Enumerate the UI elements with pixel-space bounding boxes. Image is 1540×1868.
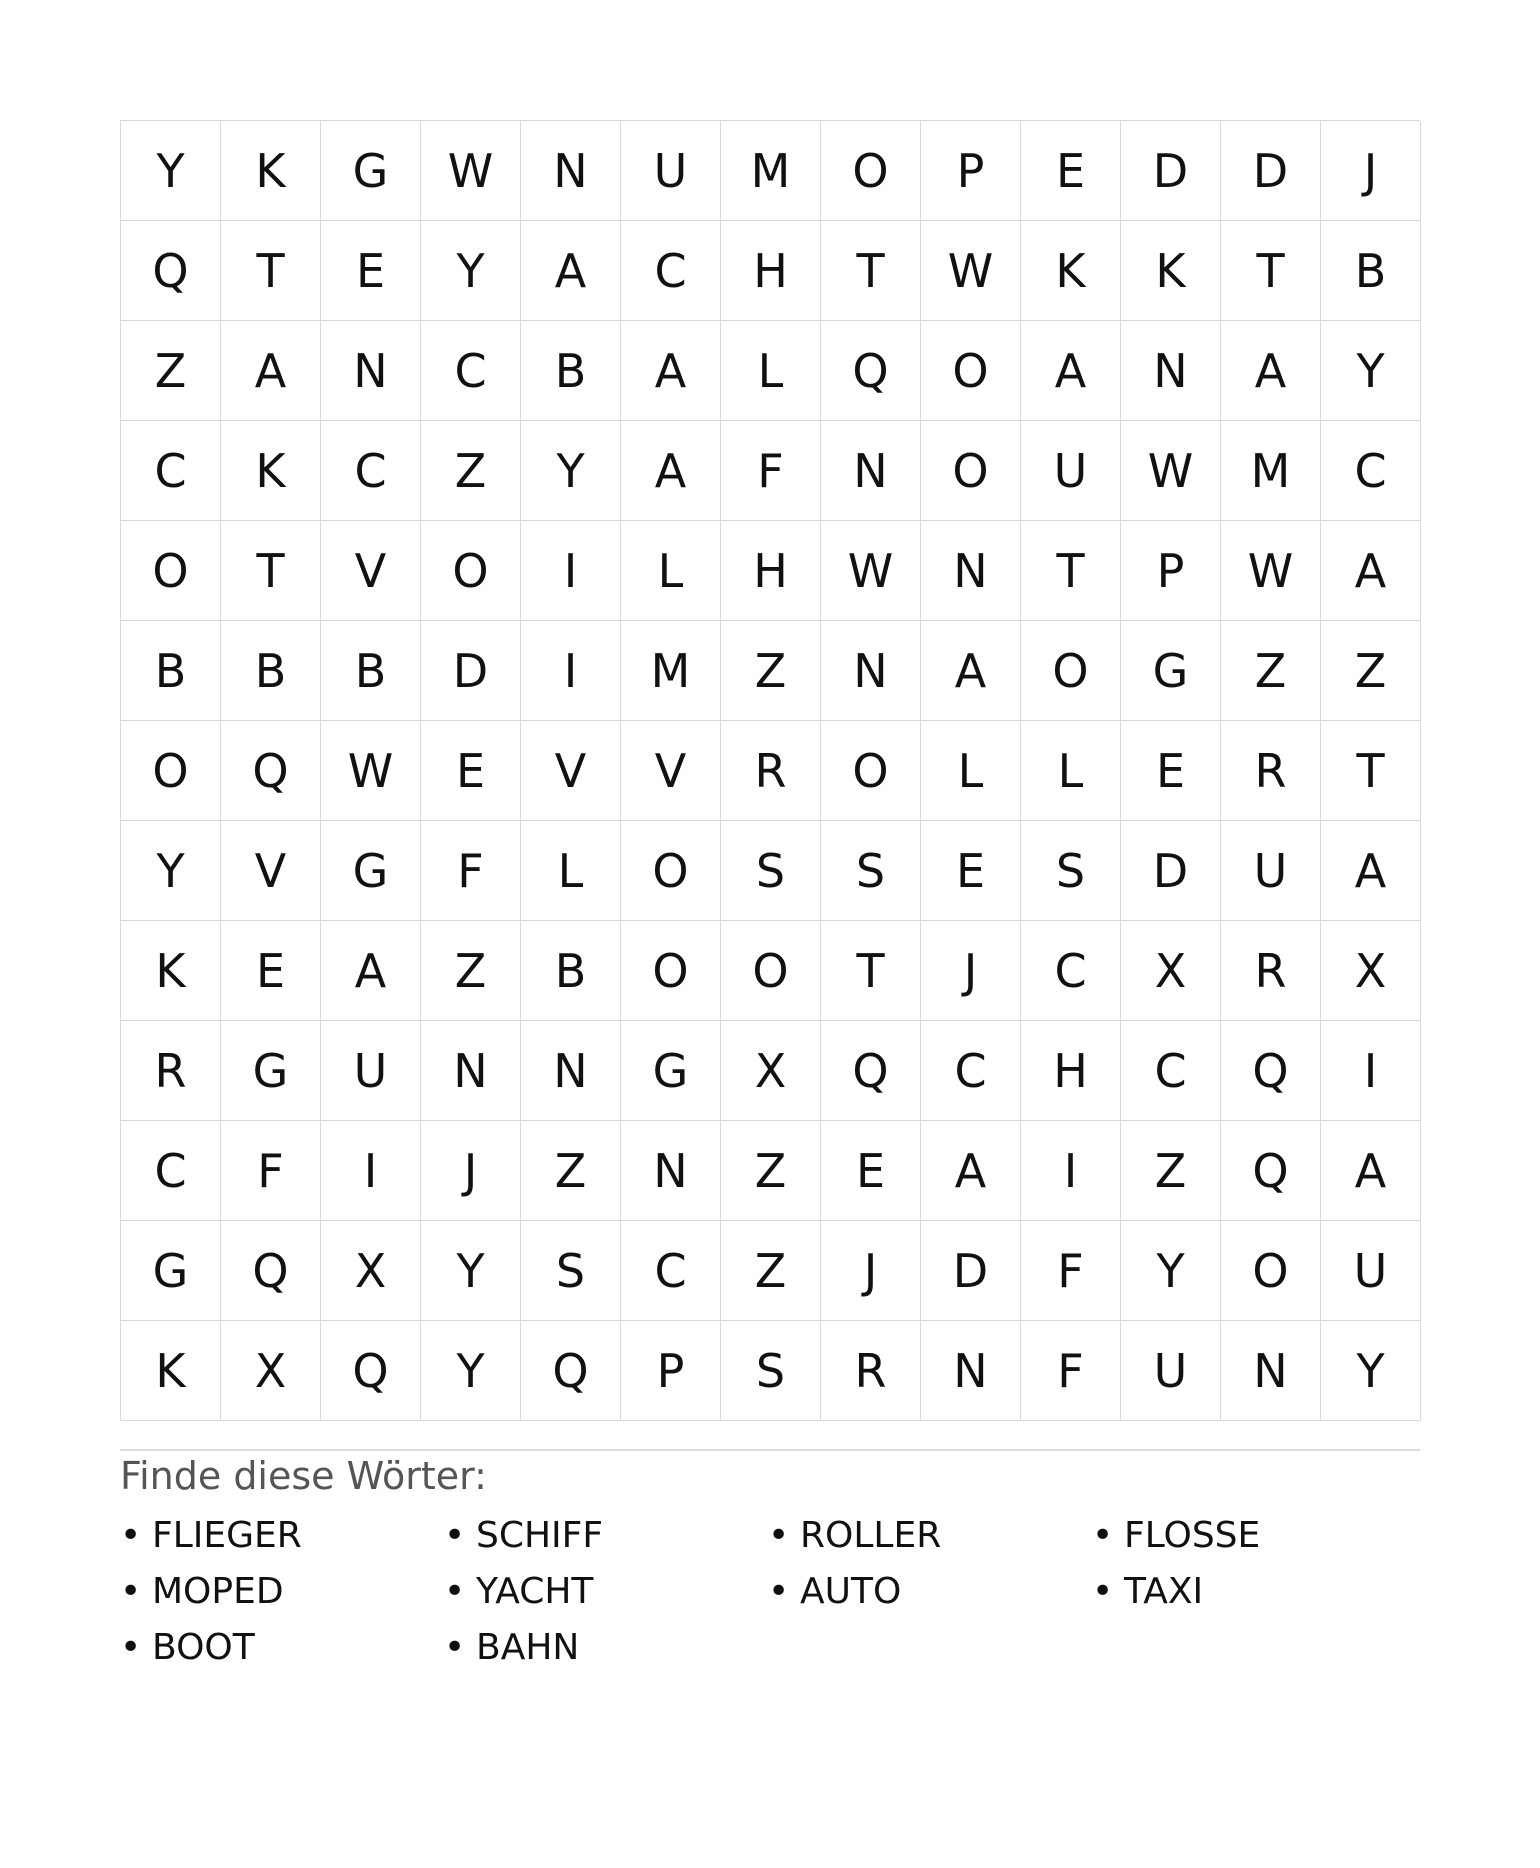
- grid-cell[interactable]: F: [221, 1121, 321, 1221]
- word-list-item: [120, 1564, 444, 1620]
- grid-cell[interactable]: X: [321, 1221, 421, 1321]
- grid-cell[interactable]: Q: [121, 221, 221, 321]
- word-label: BAHN: [476, 1627, 580, 1668]
- grid-cell[interactable]: T: [821, 221, 921, 321]
- grid-cell[interactable]: U: [1021, 421, 1121, 521]
- word-label: FLIEGER: [152, 1515, 302, 1556]
- grid-cell[interactable]: Z: [1321, 621, 1421, 721]
- word-list-item: [120, 1620, 444, 1676]
- bullet-icon: •: [120, 1627, 142, 1668]
- grid-cell[interactable]: O: [821, 121, 921, 221]
- grid-cell[interactable]: Q: [221, 1221, 321, 1321]
- grid-cell[interactable]: F: [1021, 1221, 1121, 1321]
- grid-cell[interactable]: N: [821, 621, 921, 721]
- grid-cell[interactable]: M: [1221, 421, 1321, 521]
- word-label: FLOSSE: [1124, 1515, 1261, 1556]
- bullet-icon: •: [444, 1627, 466, 1668]
- grid-cell[interactable]: S: [1021, 821, 1121, 921]
- grid-cell[interactable]: E: [921, 821, 1021, 921]
- grid-cell[interactable]: D: [1121, 121, 1221, 221]
- grid-cell[interactable]: X: [221, 1321, 321, 1421]
- grid-cell[interactable]: E: [421, 721, 521, 821]
- grid-cell[interactable]: C: [321, 421, 421, 521]
- grid-cell[interactable]: Y: [1321, 321, 1421, 421]
- grid-cell[interactable]: N: [321, 321, 421, 421]
- grid-cell[interactable]: J: [921, 921, 1021, 1021]
- grid-cell[interactable]: O: [921, 321, 1021, 421]
- grid-cell[interactable]: K: [1021, 221, 1121, 321]
- grid-cell[interactable]: Z: [421, 921, 521, 1021]
- grid-cell[interactable]: I: [521, 521, 621, 621]
- grid-cell[interactable]: E: [221, 921, 321, 1021]
- grid-cell[interactable]: H: [721, 521, 821, 621]
- bullet-icon: •: [120, 1515, 142, 1556]
- grid-cell[interactable]: R: [121, 1021, 221, 1121]
- grid-cell[interactable]: O: [921, 421, 1021, 521]
- grid-cell[interactable]: A: [1321, 521, 1421, 621]
- grid-cell[interactable]: N: [521, 121, 621, 221]
- grid-cell[interactable]: I: [521, 621, 621, 721]
- grid-cell[interactable]: Q: [221, 721, 321, 821]
- grid-cell[interactable]: N: [921, 521, 1021, 621]
- grid-cell[interactable]: Q: [821, 1021, 921, 1121]
- grid-cell[interactable]: A: [921, 1121, 1021, 1221]
- grid-cell[interactable]: M: [621, 621, 721, 721]
- grid-cell[interactable]: C: [1121, 1021, 1221, 1121]
- grid-cell[interactable]: U: [1221, 821, 1321, 921]
- grid-cell[interactable]: Y: [121, 121, 221, 221]
- bullet-icon: •: [1092, 1571, 1114, 1612]
- grid-cell[interactable]: S: [721, 821, 821, 921]
- grid-cell[interactable]: N: [521, 1021, 621, 1121]
- word-list-item: [444, 1508, 768, 1564]
- grid-cell[interactable]: C: [621, 1221, 721, 1321]
- grid-cell[interactable]: R: [1221, 721, 1321, 821]
- grid-cell[interactable]: P: [621, 1321, 721, 1421]
- grid-cell[interactable]: D: [421, 621, 521, 721]
- grid-cell[interactable]: Q: [1221, 1121, 1321, 1221]
- grid-cell[interactable]: O: [1021, 621, 1121, 721]
- word-list-item: [1092, 1564, 1416, 1620]
- bullet-icon: •: [768, 1571, 790, 1612]
- word-label: AUTO: [800, 1571, 902, 1612]
- grid-cell[interactable]: G: [1121, 621, 1221, 721]
- grid-cell[interactable]: A: [521, 221, 621, 321]
- grid-cell[interactable]: N: [921, 1321, 1021, 1421]
- grid-cell[interactable]: B: [321, 621, 421, 721]
- grid-cell[interactable]: F: [1021, 1321, 1121, 1421]
- grid-cell[interactable]: H: [1021, 1021, 1121, 1121]
- grid-cell[interactable]: B: [521, 321, 621, 421]
- grid-cell[interactable]: E: [1121, 721, 1221, 821]
- grid-cell[interactable]: O: [621, 821, 721, 921]
- grid-cell[interactable]: L: [721, 321, 821, 421]
- grid-cell[interactable]: C: [1321, 421, 1421, 521]
- grid-cell[interactable]: M: [721, 121, 821, 221]
- grid-cell[interactable]: A: [921, 621, 1021, 721]
- grid-cell[interactable]: G: [621, 1021, 721, 1121]
- grid-cell[interactable]: O: [421, 521, 521, 621]
- bullet-icon: •: [1092, 1515, 1114, 1556]
- grid-cell[interactable]: D: [1221, 121, 1321, 221]
- grid-cell[interactable]: Q: [321, 1321, 421, 1421]
- grid-cell[interactable]: Z: [1121, 1121, 1221, 1221]
- grid-cell[interactable]: I: [1321, 1021, 1421, 1121]
- grid-cell[interactable]: Z: [121, 321, 221, 421]
- grid-cell[interactable]: W: [321, 721, 421, 821]
- grid-cell[interactable]: C: [121, 421, 221, 521]
- grid-cell[interactable]: R: [721, 721, 821, 821]
- word-label: YACHT: [476, 1571, 594, 1612]
- grid-cell[interactable]: C: [1021, 921, 1121, 1021]
- grid-cell[interactable]: A: [1021, 321, 1121, 421]
- grid-cell[interactable]: L: [621, 521, 721, 621]
- grid-cell[interactable]: W: [1121, 421, 1221, 521]
- grid-cell[interactable]: N: [1221, 1321, 1321, 1421]
- grid-cell[interactable]: F: [421, 821, 521, 921]
- grid-cell[interactable]: C: [921, 1021, 1021, 1121]
- word-label: ROLLER: [800, 1515, 942, 1556]
- grid-cell[interactable]: G: [221, 1021, 321, 1121]
- grid-cell[interactable]: C: [421, 321, 521, 421]
- grid-cell[interactable]: K: [221, 421, 321, 521]
- grid-cell[interactable]: O: [821, 721, 921, 821]
- grid-cell[interactable]: E: [821, 1121, 921, 1221]
- grid-cell[interactable]: Z: [721, 1221, 821, 1321]
- grid-cell[interactable]: G: [321, 821, 421, 921]
- grid-cell[interactable]: Z: [721, 1121, 821, 1221]
- bullet-icon: •: [444, 1571, 466, 1612]
- grid-cell[interactable]: O: [621, 921, 721, 1021]
- grid-cell[interactable]: V: [521, 721, 621, 821]
- grid-cell[interactable]: A: [621, 321, 721, 421]
- grid-cell[interactable]: V: [221, 821, 321, 921]
- grid-cell[interactable]: T: [221, 221, 321, 321]
- grid-cell[interactable]: K: [1121, 221, 1221, 321]
- word-label: MOPED: [152, 1571, 284, 1612]
- grid-cell[interactable]: W: [921, 221, 1021, 321]
- grid-cell[interactable]: Y: [521, 421, 621, 521]
- grid-cell[interactable]: N: [1121, 321, 1221, 421]
- grid-cell[interactable]: T: [1221, 221, 1321, 321]
- grid-cell[interactable]: A: [1221, 321, 1321, 421]
- grid-cell[interactable]: L: [921, 721, 1021, 821]
- grid-cell[interactable]: U: [321, 1021, 421, 1121]
- grid-cell[interactable]: E: [321, 221, 421, 321]
- grid-cell[interactable]: A: [1321, 1121, 1421, 1221]
- grid-cell[interactable]: T: [1021, 521, 1121, 621]
- grid-cell[interactable]: Y: [421, 1321, 521, 1421]
- grid-cell[interactable]: K: [121, 1321, 221, 1421]
- word-list-item: [120, 1508, 444, 1564]
- letter-grid: [120, 120, 1420, 1420]
- grid-cell[interactable]: W: [821, 521, 921, 621]
- grid-cell[interactable]: A: [621, 421, 721, 521]
- grid-cell[interactable]: O: [721, 921, 821, 1021]
- grid-cell[interactable]: Y: [1321, 1321, 1421, 1421]
- word-label: TAXI: [1124, 1571, 1204, 1612]
- grid-cell[interactable]: O: [121, 721, 221, 821]
- grid-cell[interactable]: F: [721, 421, 821, 521]
- grid-cell[interactable]: O: [121, 521, 221, 621]
- grid-cell[interactable]: T: [1321, 721, 1421, 821]
- word-list-item: [768, 1564, 1092, 1620]
- grid-cell[interactable]: W: [421, 121, 521, 221]
- word-list-item: [768, 1508, 1092, 1564]
- grid-cell[interactable]: B: [121, 621, 221, 721]
- grid-cell[interactable]: O: [1221, 1221, 1321, 1321]
- bullet-icon: •: [444, 1515, 466, 1556]
- grid-cell[interactable]: Z: [521, 1121, 621, 1221]
- grid-cell[interactable]: B: [221, 621, 321, 721]
- grid-cell[interactable]: Y: [421, 1221, 521, 1321]
- grid-cell[interactable]: V: [321, 521, 421, 621]
- bullet-icon: •: [768, 1515, 790, 1556]
- bullet-icon: •: [120, 1571, 142, 1612]
- grid-cell[interactable]: V: [621, 721, 721, 821]
- word-list-item: [444, 1564, 768, 1620]
- word-label: BOOT: [152, 1627, 255, 1668]
- grid-cell[interactable]: A: [221, 321, 321, 421]
- grid-cell[interactable]: D: [921, 1221, 1021, 1321]
- grid-cell[interactable]: P: [1121, 521, 1221, 621]
- word-list-item: [444, 1620, 768, 1676]
- grid-cell[interactable]: Z: [1221, 621, 1321, 721]
- grid-cell[interactable]: T: [821, 921, 921, 1021]
- grid-cell[interactable]: Z: [721, 621, 821, 721]
- word-list-heading: Finde diese Wörter:: [120, 1454, 487, 1498]
- grid-cell[interactable]: N: [621, 1121, 721, 1221]
- grid-cell[interactable]: B: [521, 921, 621, 1021]
- grid-cell[interactable]: P: [921, 121, 1021, 221]
- word-list: [120, 1508, 1420, 1676]
- grid-cell[interactable]: X: [1121, 921, 1221, 1021]
- grid-cell[interactable]: W: [1221, 521, 1321, 621]
- grid-cell[interactable]: Z: [421, 421, 521, 521]
- grid-cell[interactable]: R: [1221, 921, 1321, 1021]
- grid-cell[interactable]: U: [1121, 1321, 1221, 1421]
- grid-cell[interactable]: C: [121, 1121, 221, 1221]
- grid-cell[interactable]: J: [1321, 121, 1421, 221]
- grid-cell[interactable]: A: [321, 921, 421, 1021]
- grid-cell[interactable]: K: [121, 921, 221, 1021]
- grid-cell[interactable]: L: [521, 821, 621, 921]
- grid-cell[interactable]: Y: [421, 221, 521, 321]
- grid-cell[interactable]: I: [321, 1121, 421, 1221]
- grid-cell[interactable]: K: [221, 121, 321, 221]
- word-list-item: [1092, 1508, 1416, 1564]
- grid-cell[interactable]: Q: [521, 1321, 621, 1421]
- grid-cell[interactable]: J: [821, 1221, 921, 1321]
- grid-cell[interactable]: U: [621, 121, 721, 221]
- grid-cell[interactable]: X: [721, 1021, 821, 1121]
- grid-cell[interactable]: E: [1021, 121, 1121, 221]
- word-label: SCHIFF: [476, 1515, 604, 1556]
- grid-cell[interactable]: I: [1021, 1121, 1121, 1221]
- grid-cell[interactable]: Q: [821, 321, 921, 421]
- grid-cell[interactable]: Q: [1221, 1021, 1321, 1121]
- grid-cell[interactable]: B: [1321, 221, 1421, 321]
- grid-cell[interactable]: Y: [1121, 1221, 1221, 1321]
- grid-cell[interactable]: N: [421, 1021, 521, 1121]
- grid-cell[interactable]: A: [1321, 821, 1421, 921]
- grid-cell[interactable]: R: [821, 1321, 921, 1421]
- grid-cell[interactable]: T: [221, 521, 321, 621]
- grid-cell[interactable]: G: [121, 1221, 221, 1321]
- grid-cell[interactable]: H: [721, 221, 821, 321]
- grid-cell[interactable]: C: [621, 221, 721, 321]
- grid-cell[interactable]: L: [1021, 721, 1121, 821]
- grid-cell[interactable]: S: [521, 1221, 621, 1321]
- grid-cell[interactable]: S: [721, 1321, 821, 1421]
- grid-cell[interactable]: N: [821, 421, 921, 521]
- grid-cell[interactable]: J: [421, 1121, 521, 1221]
- grid-cell[interactable]: S: [821, 821, 921, 921]
- grid-cell[interactable]: U: [1321, 1221, 1421, 1321]
- grid-cell[interactable]: Y: [121, 821, 221, 921]
- grid-cell[interactable]: G: [321, 121, 421, 221]
- grid-cell[interactable]: X: [1321, 921, 1421, 1021]
- grid-cell[interactable]: D: [1121, 821, 1221, 921]
